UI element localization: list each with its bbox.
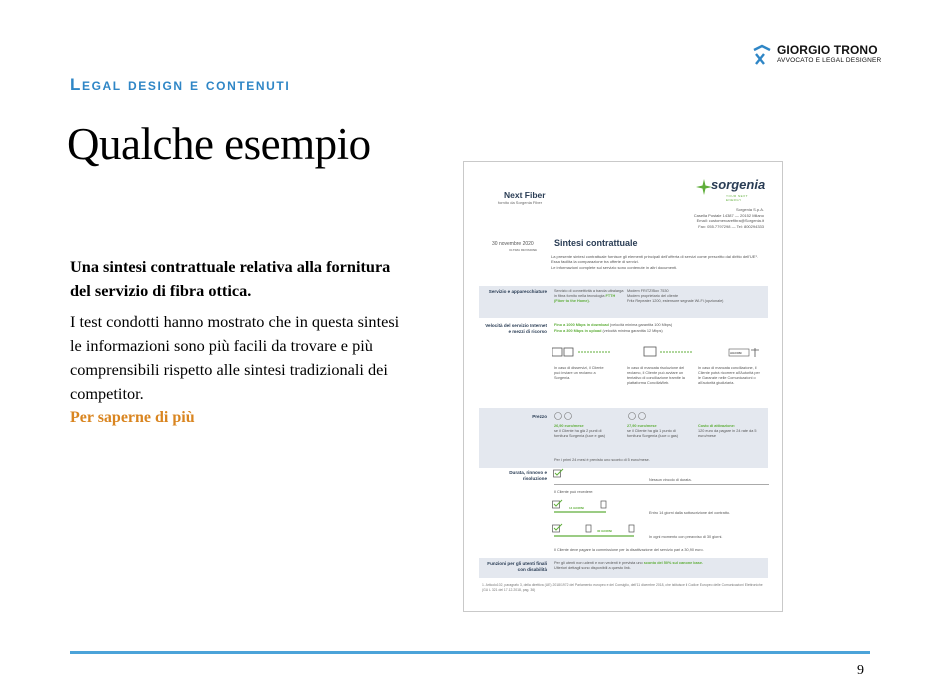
no-term: Nessun vincolo di durata. [649,478,692,482]
footer-divider [70,651,870,654]
price-note: se il Cliente ha già 2 punti di fornitura Sorgenia (luce e gas) [554,429,606,438]
disability-link[interactable]: Ulteriori dettagli sono disponibili a questo link. [554,566,631,570]
more-link[interactable]: Per saperne di più [70,409,195,426]
price-amount: Costo di attivazione: [698,424,736,428]
services-label: Servizio e apparecchiature [488,289,547,294]
body-text: I test condotti hanno mostrato che in questa sintesi le informazioni sono più facili da trovare e più comprensibili rispetto alle sintesi tradizionali dei competitor. [70,312,400,403]
price-1 [554,424,614,439]
services-item: Modem proprietario del cliente [627,294,679,298]
doc-intro [551,254,766,270]
lead-text: Una sintesi contrattuale relativa alla fornitura del servizio di fibra ottica. [70,257,391,300]
disability-label: Funzioni per gli utenti finali con disabilità [487,561,547,572]
brand-mark [752,44,881,66]
doc-address-line: Sorgenia S.p.A. [735,207,764,212]
doc-intro-item: Le informazioni complete sul servizio sono contenute in altri documenti. [551,264,678,270]
services-items [627,289,767,304]
contract-summary-document [463,161,783,612]
doc-footnote: 1. Articolo102, paragrafo 3, della direttiva (UE) 2018/1972 del Parlamento europeo e del Consiglio, dell'11 dicembre 2018, che istituisce il Codice Europeo delle Comunicazioni Elettroniche (GU L 321 del 17.12.2018, pag. 36) [482,583,763,592]
duration-check-icon [553,468,565,478]
price-3 [698,424,764,439]
price-note: 120 euro da pagare in 24 rate da 5 euro/mese [698,429,757,438]
speed-up [554,329,764,334]
remedy-3: In caso di mancata conciliazione, il Cliente potrà ricorrere all'Autorità per le Garanzie nelle Comunicazioni o all'autorità giudiziaria. [698,366,760,385]
remedy-1: In caso di disservizi, il Cliente può inviare un reclamo a Sorgenia. [554,366,604,380]
disability-text [554,561,769,571]
services-item: Modem FRITZ!Box 7530 [627,289,669,293]
doc-address [644,207,764,229]
speed-up-value: Fino a 300 Mbps in upload [554,329,602,333]
doc-address-line: Casella Postale 14387 — 20152 Milano [693,212,764,218]
doc-product-sub: fornito da Sorgenia Fiber [498,200,543,205]
price-2 [627,424,687,439]
days30-text: In ogni momento con preavviso di 30 giorni. [649,535,723,539]
price-note: se il Cliente ha già 1 punto di fornitura Sorgenia (luce o gas) [627,429,679,438]
doc-address-line: Fax: 055.7797298 — Tel: 800294333 [698,223,764,229]
brand-name: GIORGIO TRONO [777,43,878,57]
doc-product: Next Fiber [504,190,546,200]
doc-last-revision: ULTIMA REVISIONE [509,248,538,252]
brand-tagline: AVVOCATO E LEGAL DESIGNER [777,57,882,64]
deactivation: Il Cliente deve pagare la commissione per la disattivazione del servizio pari a 30,90 euro. [554,548,704,552]
services-desc-text: Servizio di connettività a banda ultralarga in fibra fornito nella tecnologia [554,289,624,298]
price-discount: Per i primi 24 mesi è previsto uno sconto di 5 euro/mese. [554,458,650,462]
page-number: 9 [857,663,864,678]
speed-down [554,323,764,328]
sorgenia-wordmark: sorgenia [711,177,766,192]
agcom-label: AGCOM [730,351,742,355]
doc-intro-item: Essa facilita la comparazione tra offerte di servizi. [551,259,639,265]
speed-up-note: (velocità minima garantita 12 Mbps) [602,329,663,333]
duration-line [554,484,769,485]
section-label: Legal design e contenuti [70,75,291,94]
days30-label: 30 GIORNI [597,529,612,533]
remedy-2: In caso di mancata risoluzione del reclamo, il Cliente può avviare un tentativo di conciliazione tramite la piattaforma ConciliaWeb. [627,366,685,385]
days14-label: 14 GIORNI [569,506,584,510]
doc-date: 30 novembre 2020 [492,241,534,247]
doc-intro-item: La presente sintesi contrattuale fornisce gli elementi principali dell'offerta di servizi come prescritto dal diritto dell'UE¹. [551,254,758,259]
page-title: Qualche esempio [67,119,371,169]
disability-text-a: Per gli utenti non udenti e non vedenti è prevista uno [554,561,643,565]
sorgenia-tagline: YOUR NEXT ENERGY [726,194,748,202]
price-amount: 27,90 euro/mese [627,424,657,428]
days14-text: Entro 14 giorni dalla sottoscrizione del contratto. [649,511,731,515]
price-icons [554,411,734,421]
brand-logo-icon [752,44,772,66]
withdraw: Il Cliente può recedere: [554,490,594,494]
price-label: Prezzo [532,414,547,419]
speed-down-value: Fino a 1000 Mbps in download [554,323,609,327]
services-tech: FTTH (Fiber to the Home). [554,294,616,303]
sorgenia-star-icon [696,179,712,195]
doc-heading: Sintesi contrattuale [554,238,638,248]
sorgenia-logo [696,177,764,207]
services-item: Fritz Repeater 1200, estensore segnale Wi-Fi (opzionale) [627,299,724,303]
speed-down-note: (velocità minima garantita 100 Mbps) [609,323,673,327]
duration-label: Durata, rinnovo e risoluzione [509,470,547,481]
price-amount: 26,90 euro/mese [554,424,584,428]
doc-address-line: Email: customercarefibra@Sorgenia.it [696,218,764,224]
services-desc [554,289,624,304]
speed-label: Velocità del servizio Internet e mezzi di ricorso [485,323,547,334]
disability-discount: sconto del 50% sul canone base. [643,561,704,565]
